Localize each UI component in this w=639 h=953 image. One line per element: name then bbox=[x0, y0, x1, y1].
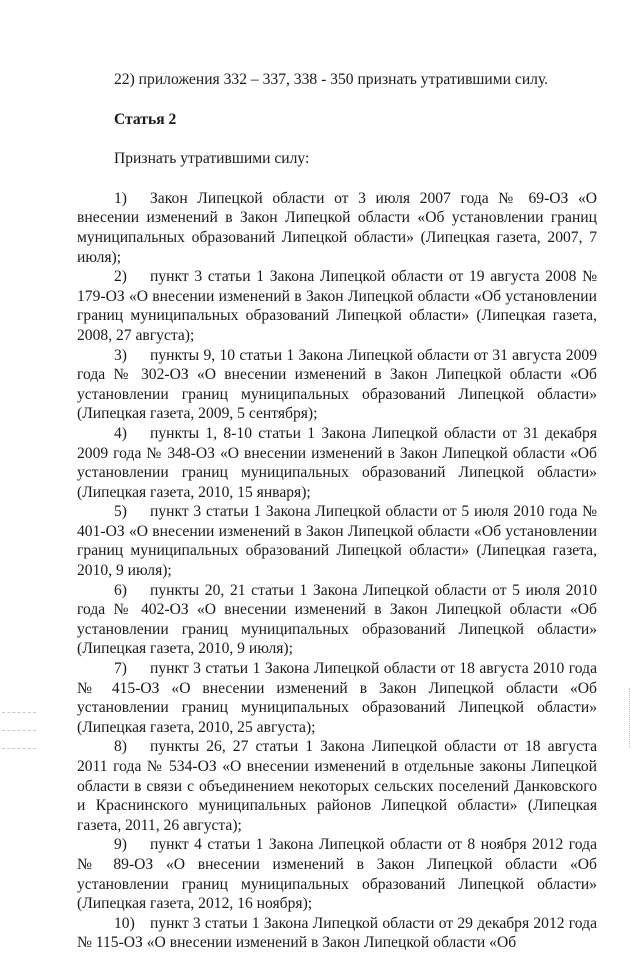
list-item bbox=[77, 737, 597, 835]
list-item bbox=[77, 914, 597, 953]
item-number: 1) bbox=[114, 189, 127, 207]
item-text: пункт 4 статьи 1 Закона Липецкой области от 8 ноября 2012 года № 89-ОЗ «О внесении изменений в Закон Липецкой области «Об установлении границ муниципальных образований Липецкой области» (Липецкая газета, 2012, 16 ноября); bbox=[77, 836, 597, 913]
list-item bbox=[77, 835, 597, 913]
item-number: 8) bbox=[114, 738, 127, 756]
repealed-items-list bbox=[77, 189, 597, 953]
list-item bbox=[77, 659, 597, 737]
item-number: 10) bbox=[114, 914, 135, 932]
list-item bbox=[77, 189, 597, 267]
item-text: пункт 3 статьи 1 Закона Липецкой области от 18 августа 2010 года № 415-ОЗ «О внесении изменений в Закон Липецкой области «Об установлении границ муниципальных образований Липецкой области» (Липецкая газета, 2010, 25 августа); bbox=[77, 660, 597, 736]
list-item bbox=[77, 346, 597, 424]
item-number: 2) bbox=[114, 268, 127, 286]
item-text: пункт 3 статьи 1 Закона Липецкой области от 29 декабря 2012 года № 115-ОЗ «О внесении изменений в Закон Липецкой области «Об bbox=[77, 914, 597, 952]
list-item bbox=[77, 267, 597, 345]
list-item bbox=[77, 502, 597, 580]
item-text: пункты 1, 8-10 статьи 1 Закона Липецкой области от 31 декабря 2009 года № 348-ОЗ «О внесении изменений в Закон Липецкой области «Об установлении границ муниципальных образований Липецкой области» (Липецкая газета, 2010, 15 января); bbox=[77, 424, 597, 501]
item-text: Закон Липецкой области от 3 июля 2007 года № 69-ОЗ «О внесении изменений в Закон Липецкой области «Об установлении границ муниципальных образований Липецкой области» (Липецкая газета, 2007, 7 июля); bbox=[77, 189, 597, 266]
item-number: 4) bbox=[114, 424, 127, 442]
item-text: пункты 26, 27 статьи 1 Закона Липецкой области от 18 августа 2011 года № 534-ОЗ «О внесении изменений в отдельные законы Липецкой области в связи с объединением некоторых сельских поселений Данковского и Краснинского муниципальных районов Липецкой области» (Липецкая газета, 2011, 26 августа); bbox=[77, 738, 597, 834]
scan-artifact bbox=[629, 688, 631, 748]
list-item bbox=[77, 581, 597, 659]
item-text: пункт 3 статьи 1 Закона Липецкой области от 5 июля 2010 года № 401-ОЗ «О внесении изменений в Закон Липецкой области «Об установлении границ муниципальных образований Липецкой области» (Липецкая газета, 2010, 9 июля); bbox=[77, 503, 597, 580]
lead-text: Признать утратившими силу: bbox=[114, 150, 310, 168]
article-heading: Статья 2 bbox=[114, 110, 177, 128]
item-text: пункты 20, 21 статьи 1 Закона Липецкой области от 5 июля 2010 года № 402-ОЗ «О внесении изменений в Закон Липецкой области «Об установлении границ муниципальных образований Липецкой области» (Липецкая газета, 2010, 9 июля); bbox=[77, 581, 597, 658]
item-number: 5) bbox=[114, 503, 127, 521]
item-text: пункт 3 статьи 1 Закона Липецкой области от 19 августа 2008 № 179-ОЗ «О внесении изменений в Закон Липецкой области «Об установлении границ муниципальных образований Липецкой области» (Липецкая газета, 2008, 27 августа); bbox=[77, 268, 597, 344]
item-number: 9) bbox=[114, 836, 127, 854]
item-number: 6) bbox=[114, 581, 127, 599]
document-body bbox=[77, 70, 597, 953]
item-number: 3) bbox=[114, 346, 127, 364]
scan-artifact bbox=[2, 748, 36, 749]
scan-artifact bbox=[2, 712, 36, 713]
scan-artifact bbox=[2, 730, 36, 731]
item-number: 7) bbox=[114, 660, 127, 678]
intro-line: 22) приложения 332 – 337, 338 - 350 признать утратившими силу. bbox=[114, 71, 549, 88]
list-item bbox=[77, 424, 597, 502]
item-text: пункты 9, 10 статьи 1 Закона Липецкой области от 31 августа 2009 года № 302-ОЗ «О внесении изменений в Закон Липецкой области «Об установлении границ муниципальных образований Липецкой области» (Липецкая газета, 2009, 5 сентября); bbox=[77, 346, 597, 423]
